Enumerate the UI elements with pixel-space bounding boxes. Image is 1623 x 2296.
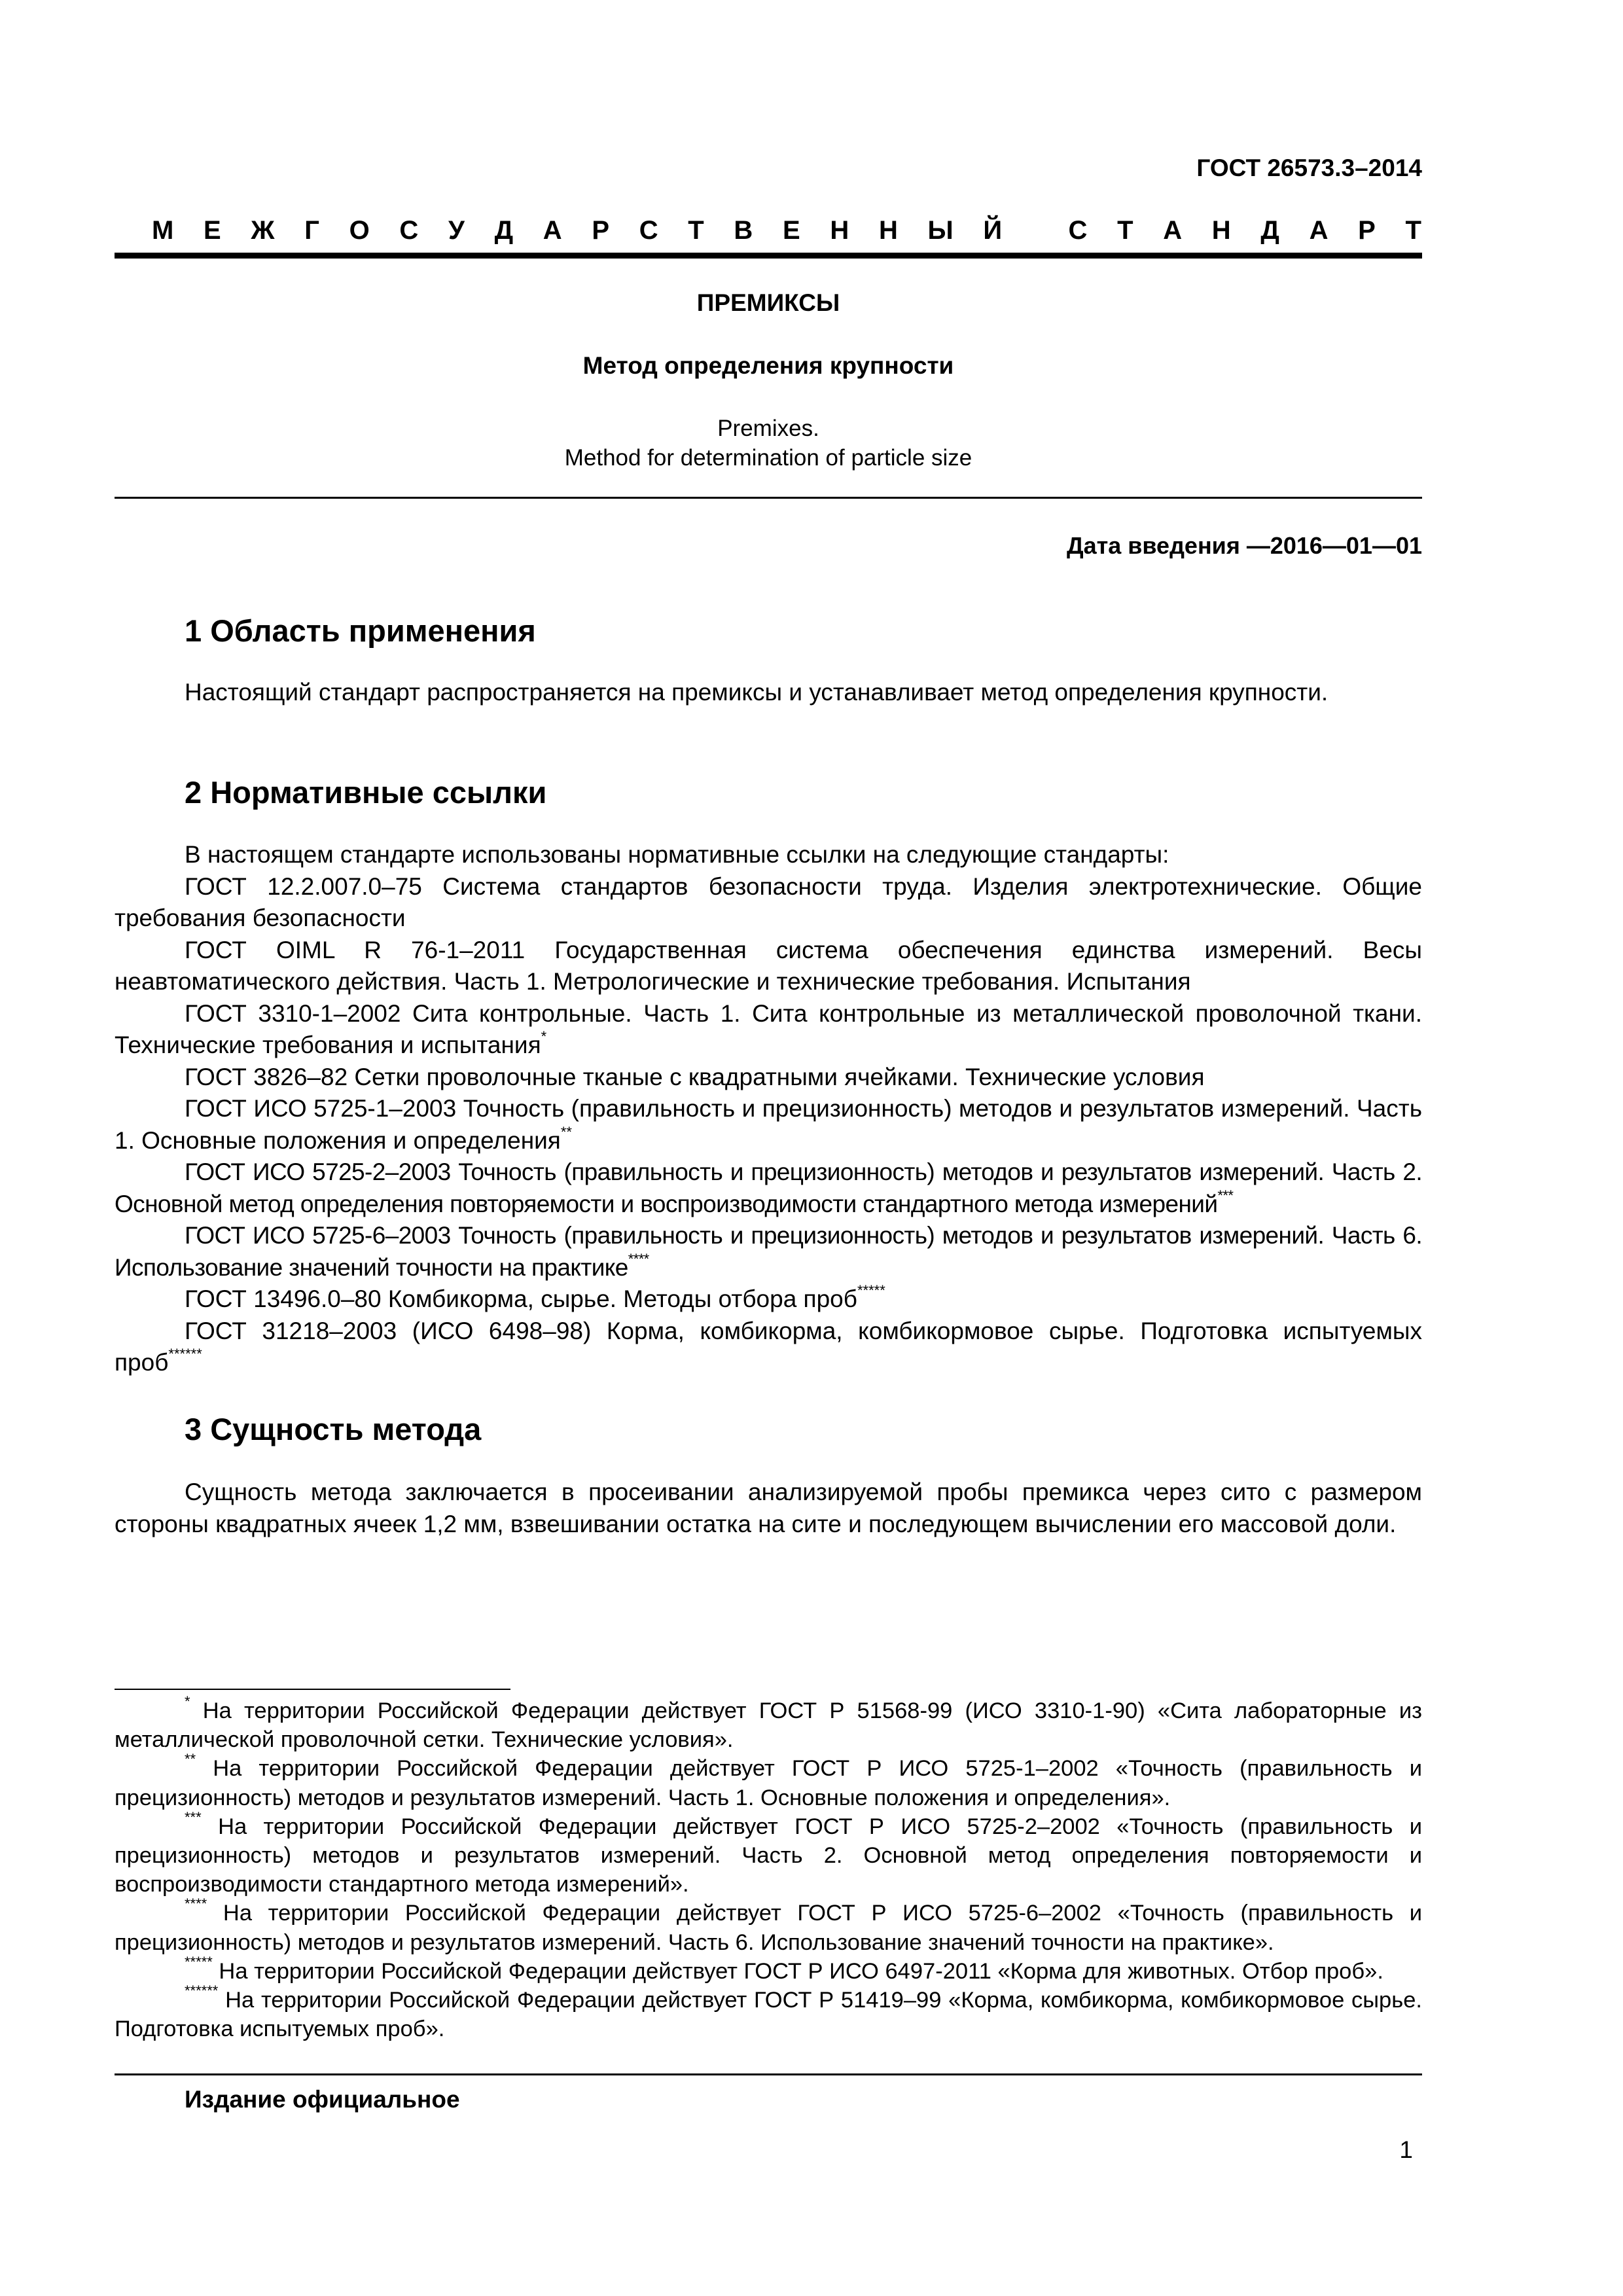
footnote-text: На территории Российской Федерации действует ГОСТ Р ИСО 6497-2011 «Корма для животных. Отбор проб». xyxy=(219,1958,1383,1984)
document-title: ПРЕМИКСЫ xyxy=(696,289,840,316)
banner-letter: Н xyxy=(878,216,898,245)
footnote xyxy=(115,1751,1422,1812)
banner-letter: Т xyxy=(1405,216,1421,245)
banner-letter: А xyxy=(1309,216,1329,245)
banner-letter: Н xyxy=(1211,216,1231,245)
banner-letter: У xyxy=(448,216,465,245)
footnote-mark: ****** xyxy=(168,1346,202,1362)
footnote-mark: * xyxy=(185,1693,190,1710)
interstate-standard-banner xyxy=(152,216,1421,245)
banner-letter: Н xyxy=(830,216,849,245)
footnote-text: На территории Российской Федерации действует ГОСТ Р ИСО 5725-6–2002 «Точность (правильность и прецизионность) методов и результатов измерений. Часть 6. Использование значений точности на практике». xyxy=(115,1901,1422,1955)
banner-letter: Г xyxy=(304,216,319,245)
paragraph: В настоящем стандарте использованы нормативные ссылки на следующие стандарты: xyxy=(185,841,1169,868)
banner-letter: Й xyxy=(983,216,1003,245)
footnote-text: На территории Российской Федерации действует ГОСТ Р ИСО 5725-1–2002 «Точность (правильность и прецизионность) методов и результатов измерений. Часть 1. Основные положения и определения». xyxy=(115,1756,1422,1810)
section-body xyxy=(115,1477,1422,1540)
reference-item xyxy=(115,1283,1422,1316)
footnote-text: На территории Российской Федерации действует ГОСТ Р 51419–99 «Корма, комбикорма, комбикормовое сырье. Подготовка испытуемых проб». xyxy=(115,1988,1422,2042)
footnote xyxy=(115,1982,1422,2043)
banner-letter: С xyxy=(1068,216,1088,245)
title-rule xyxy=(115,497,1422,499)
document-subtitle: Метод определения крупности xyxy=(582,352,954,379)
footnote xyxy=(115,1693,1422,1754)
reference-text: ГОСТ 13496.0–80 Комбикорма, сырье. Методы отбора проб xyxy=(185,1285,857,1312)
references-list xyxy=(115,839,1422,1379)
edition-label: Издание официальное xyxy=(185,2086,460,2113)
english-title xyxy=(115,414,1422,473)
reference-text: ГОСТ 3826–82 Сетки проволочные тканые с квадратными ячейками. Технические условия xyxy=(185,1063,1205,1090)
banner-letter: М xyxy=(152,216,174,245)
footnote-mark: * xyxy=(541,1028,547,1045)
banner-letter: Р xyxy=(592,216,610,245)
footnote-mark: **** xyxy=(185,1895,207,1912)
footnote-text: На территории Российской Федерации действует ГОСТ Р 51568-99 (ИСО 3310-1-90) «Сита лабораторные из металлической проволочной сетки. Технические условия». xyxy=(115,1698,1422,1753)
banner-letter: Т xyxy=(688,216,704,245)
edition-rule xyxy=(115,2073,1422,2075)
footnote-text: На территории Российской Федерации действует ГОСТ Р ИСО 5725-2–2002 «Точность (правильность и прецизионность) методов и результатов измерений. Часть 2. Основной метод определения повторяемости и воспроизводимости стандартного метода измерений». xyxy=(115,1814,1422,1897)
banner-letter: Е xyxy=(204,216,221,245)
reference-text: ГОСТ ИСО 5725-1–2003 Точность (правильность и прецизионность) методов и результатов измерений. Часть 1. Основные положения и определения xyxy=(115,1095,1422,1154)
banner-letter: Ы xyxy=(927,216,954,245)
english-title-line: Method for determination of particle size xyxy=(564,445,972,471)
banner-letter: С xyxy=(399,216,419,245)
footnote xyxy=(115,1953,1422,1986)
banner-letter: Д xyxy=(494,216,514,245)
english-title-line: Premixes. xyxy=(717,416,819,441)
reference-item xyxy=(115,1062,1422,1094)
section-heading: 2 Нормативные ссылки xyxy=(185,775,547,810)
footnote-mark: ** xyxy=(185,1751,196,1768)
banner-letter: Д xyxy=(1260,216,1279,245)
footnote-mark: *** xyxy=(185,1808,202,1825)
paragraph: Сущность метода заключается в просеивании анализируемой пробы премикса через сито с размером стороны квадратных ячеек 1,2 мм, взвешивании остатка на сите и последующем вычислении его массовой доли. xyxy=(115,1479,1422,1537)
reference-item xyxy=(115,998,1422,1062)
banner-letter: Е xyxy=(783,216,800,245)
reference-text: ГОСТ ИСО 5725-2–2003 Точность (правильность и прецизионность) методов и результатов измерений. Часть 2. Основной метод определения повторяемости и воспроизводимости стандартного метода измерений xyxy=(115,1158,1422,1217)
banner-letter: Т xyxy=(1117,216,1133,245)
reference-item xyxy=(115,1093,1422,1157)
section-heading: 3 Сущность метода xyxy=(185,1412,482,1446)
footnote-mark: **** xyxy=(628,1250,649,1267)
footnote-mark: ****** xyxy=(185,1982,219,2000)
header-thick-rule xyxy=(115,253,1422,259)
footnote-mark: ***** xyxy=(185,1953,213,1970)
footnote xyxy=(115,1895,1422,1956)
reference-item xyxy=(115,935,1422,998)
reference-text: ГОСТ 12.2.007.0–75 Система стандартов безопасности труда. Изделия электротехнические. Общие требования безопасности xyxy=(115,872,1422,931)
footnotes xyxy=(115,1693,1422,2043)
paragraph: Настоящий стандарт распространяется на премиксы и устанавливает метод определения крупности. xyxy=(185,679,1329,706)
footnote-mark: ** xyxy=(560,1123,572,1140)
banner-letter: Ж xyxy=(251,216,275,245)
banner-letter: О xyxy=(349,216,370,245)
standard-number: ГОСТ 26573.3–2014 xyxy=(1196,154,1422,181)
banner-letter: А xyxy=(543,216,562,245)
reference-item xyxy=(115,1157,1422,1220)
section-body xyxy=(115,677,1422,709)
reference-item xyxy=(115,871,1422,935)
reference-text: ГОСТ OIML R 76-1–2011 Государственная система обеспечения единства измерений. Весы неавтоматического действия. Часть 1. Метрологические и технические требования. Испытания xyxy=(115,936,1422,995)
banner-letter: А xyxy=(1163,216,1183,245)
reference-item xyxy=(115,1220,1422,1283)
document-page xyxy=(115,0,1422,2296)
banner-gap xyxy=(1032,216,1039,245)
section-heading: 1 Область применения xyxy=(185,613,536,648)
footnote-mark: *** xyxy=(1217,1187,1234,1204)
footnote-separator xyxy=(115,1689,510,1690)
page-number: 1 xyxy=(1399,2136,1413,2163)
reference-text: ГОСТ 3310-1–2002 Сита контрольные. Часть 1. Сита контрольные из металлической проволочной ткани. Технические требования и испытания xyxy=(115,999,1422,1058)
reference-item xyxy=(115,1316,1422,1379)
reference-text: ГОСТ 31218–2003 (ИСО 6498–98) Корма, комбикорма, комбикормовое сырье. Подготовка испытуемых проб xyxy=(115,1317,1422,1376)
banner-letter: В xyxy=(734,216,753,245)
footnote xyxy=(115,1808,1422,1899)
banner-letter: С xyxy=(639,216,658,245)
reference-text: ГОСТ ИСО 5725-6–2003 Точность (правильность и прецизионность) методов и результатов измерений. Часть 6. Использование значений точности на практике xyxy=(115,1222,1422,1281)
banner-letter: Р xyxy=(1358,216,1376,245)
introduction-date: Дата введения —2016—01—01 xyxy=(1066,532,1422,559)
footnote-mark: ***** xyxy=(857,1282,885,1299)
